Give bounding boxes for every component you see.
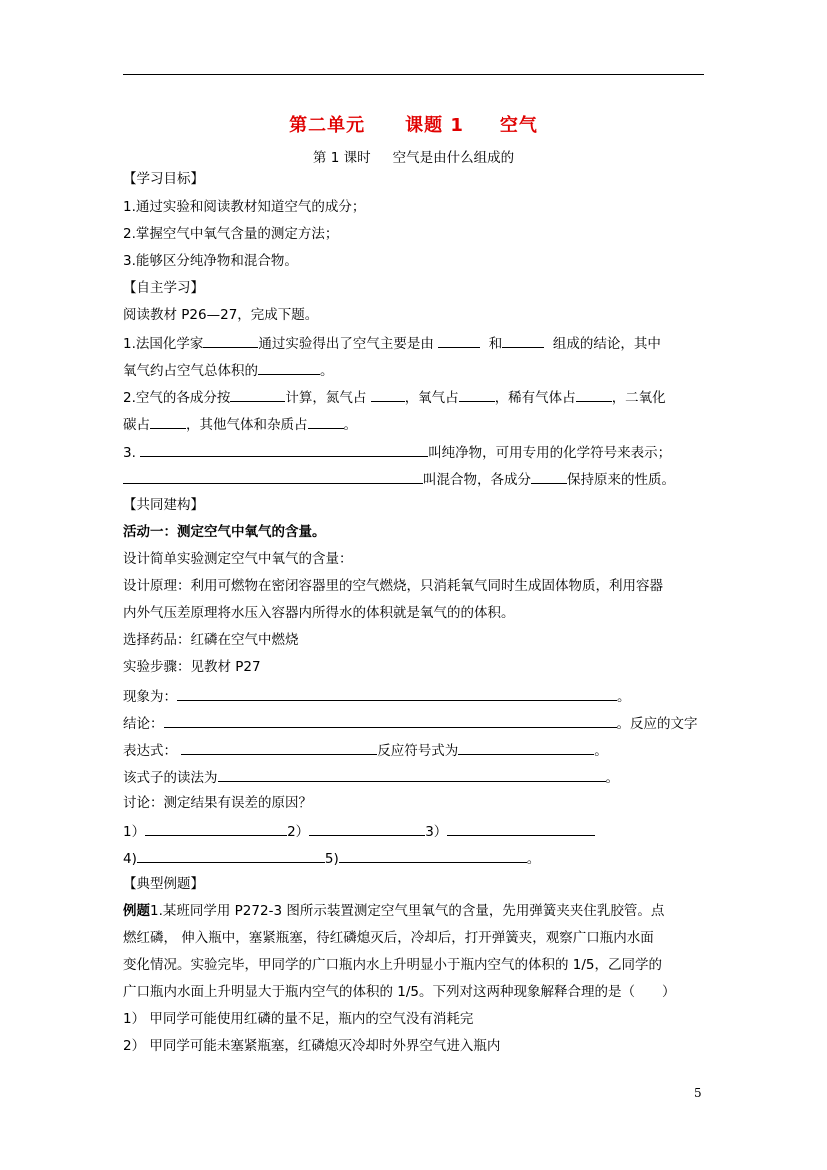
section-heading-co-build: 【共同建构】 bbox=[123, 497, 204, 513]
activity-principle: 设计原理：利用可燃物在密闭容器里的空气燃烧，只消耗氧气同时生成固体物质，利用容器 bbox=[123, 578, 663, 594]
self-study-intro: 阅读教材 P26—27，完成下题。 bbox=[123, 307, 319, 323]
fill-blank[interactable] bbox=[140, 442, 428, 457]
conclusion-line: 结论： 。反应的文字 bbox=[123, 713, 698, 733]
example-option: 1） 甲同学可能使用红磷的量不足，瓶内的空气没有消耗完 bbox=[123, 1011, 474, 1027]
fill-blank[interactable] bbox=[150, 414, 186, 429]
goal-item: 3.能够区分纯净物和混合物。 bbox=[123, 253, 298, 269]
subtitle-lesson: 第 1 课时 bbox=[312, 150, 371, 166]
fill-blank[interactable] bbox=[137, 848, 325, 863]
fill-blank[interactable] bbox=[371, 387, 405, 402]
fill-blank[interactable] bbox=[502, 333, 544, 348]
goal-item: 1.通过实验和阅读教材知道空气的成分； bbox=[123, 199, 366, 215]
fill-blank[interactable] bbox=[339, 848, 527, 863]
fill-blank[interactable] bbox=[177, 686, 617, 701]
header-rule bbox=[123, 74, 704, 75]
example-text: 燃红磷， 伸入瓶中，塞紧瓶塞，待红磷熄灭后，冷却后，打开弹簧夹，观察广口瓶内水面 bbox=[123, 930, 654, 946]
title-unit: 第二单元 bbox=[289, 115, 366, 136]
discussion-line-1: 1） 2） 3） bbox=[123, 821, 595, 841]
expression-line: 表达式： 反应符号式为 。 bbox=[123, 740, 608, 760]
activity-principle: 内外气压差原理将水压入容器内所得水的体积就是氧气的的体积。 bbox=[123, 605, 515, 621]
goal-item: 2.掌握空气中氧气含量的测定方法； bbox=[123, 226, 339, 242]
activity-steps: 实验步骤：见教材 P27 bbox=[123, 659, 261, 675]
fill-blank[interactable] bbox=[230, 387, 285, 402]
subtitle-text: 空气是由什么组成的 bbox=[392, 150, 515, 166]
phenomenon-line: 现象为： 。 bbox=[123, 686, 631, 706]
fill-blank[interactable] bbox=[458, 740, 594, 755]
discussion-line-2: 4) 5) 。 bbox=[123, 848, 540, 868]
fill-blank[interactable] bbox=[308, 414, 344, 429]
fill-blank[interactable] bbox=[531, 469, 567, 484]
activity-design: 设计简单实验测定空气中氧气的含量： bbox=[123, 551, 353, 567]
question-1-line-2: 氧气约占空气总体积的 。 bbox=[123, 360, 334, 380]
section-heading-goals: 【学习目标】 bbox=[123, 171, 204, 187]
fill-blank[interactable] bbox=[258, 360, 320, 375]
example-text: 变化情况。实验完毕，甲同学的广口瓶内水上升明显小于瓶内空气的体积的 1/5，乙同学的 bbox=[123, 957, 663, 973]
example-text: 例题1.某班同学用 P272-3 图所示装置测定空气里氧气的含量，先用弹簧夹夹住乳胶管。点 bbox=[123, 903, 665, 919]
fill-blank[interactable] bbox=[181, 740, 377, 755]
title-name: 空气 bbox=[499, 115, 538, 136]
fill-blank[interactable] bbox=[309, 821, 425, 836]
fill-blank[interactable] bbox=[447, 821, 595, 836]
fill-blank[interactable] bbox=[438, 333, 480, 348]
fill-blank[interactable] bbox=[145, 821, 287, 836]
discussion-prompt: 讨论：测定结果有误差的原因？ bbox=[123, 795, 312, 811]
activity-title: 活动一：测定空气中氧气的含量。 bbox=[123, 524, 326, 540]
example-label: 例题 bbox=[123, 903, 150, 919]
example-option: 2） 甲同学可能未塞紧瓶塞，红磷熄灭冷却时外界空气进入瓶内 bbox=[123, 1038, 501, 1054]
question-3-line-2: 叫混合物，各成分 保持原来的性质。 bbox=[123, 469, 675, 489]
example-text: 广口瓶内水面上升明显大于瓶内空气的体积的 1/5。下列对这两种现象解释合理的是（ ） bbox=[123, 984, 676, 1000]
section-heading-self-study: 【自主学习】 bbox=[123, 280, 204, 296]
question-1-line-1: 1.法国化学家 通过实验得出了空气主要是由 和 组成的结论，其中 bbox=[123, 333, 661, 353]
fill-blank[interactable] bbox=[164, 713, 617, 728]
title-topic: 课题 1 bbox=[405, 115, 464, 136]
reading-line: 该式子的读法为 。 bbox=[123, 767, 619, 787]
fill-blank[interactable] bbox=[576, 387, 612, 402]
question-2-line-1: 2.空气的各成分按 计算，氮气占 ，氧气占 ，稀有气体占 ，二氧化 bbox=[123, 387, 666, 407]
fill-blank[interactable] bbox=[203, 333, 258, 348]
page-subtitle bbox=[0, 146, 827, 166]
question-2-line-2: 碳占 ，其他气体和杂质占 。 bbox=[123, 414, 357, 434]
page-title bbox=[0, 111, 827, 137]
fill-blank[interactable] bbox=[459, 387, 495, 402]
activity-reagent: 选择药品：红磷在空气中燃烧 bbox=[123, 632, 299, 648]
page-number: 5 bbox=[694, 1086, 702, 1100]
section-heading-examples: 【典型例题】 bbox=[123, 876, 204, 892]
question-3-line-1: 3. 叫纯净物，可用专用的化学符号来表示； bbox=[123, 442, 671, 462]
fill-blank[interactable] bbox=[218, 767, 606, 782]
fill-blank[interactable] bbox=[123, 469, 423, 484]
